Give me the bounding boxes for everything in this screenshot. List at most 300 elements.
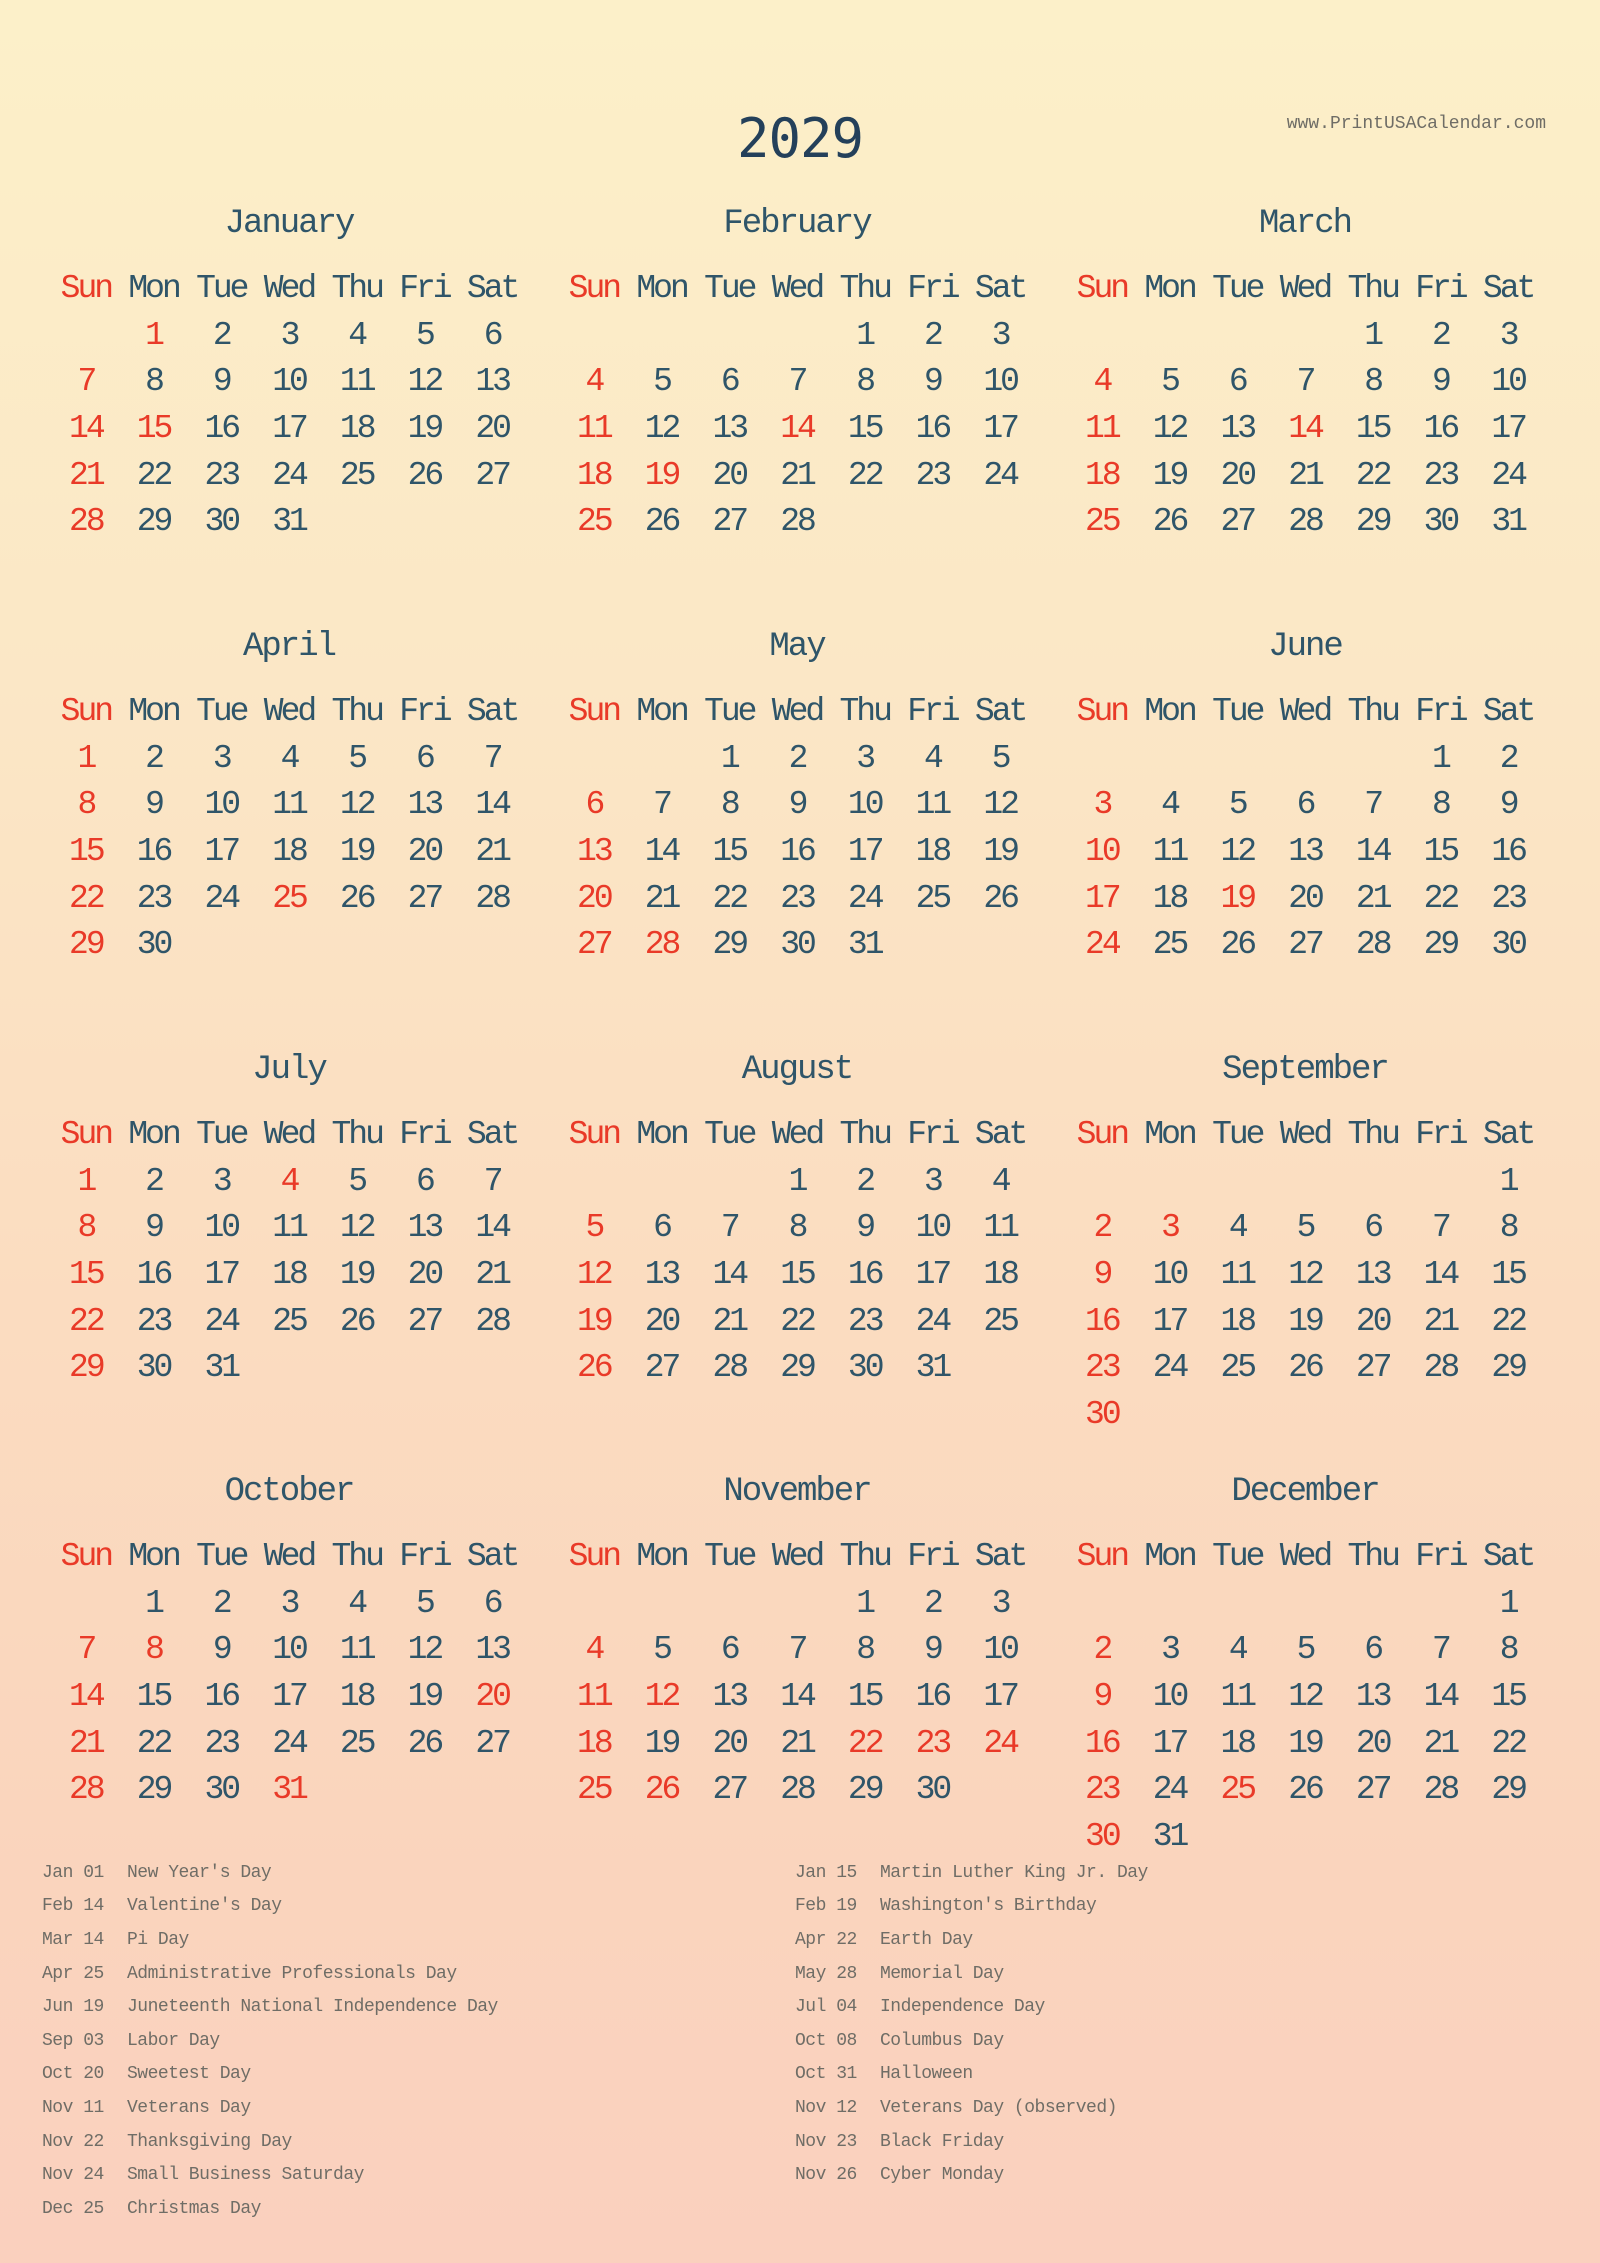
- empty-cell: [763, 1581, 831, 1628]
- date-cell: 25: [1220, 1771, 1255, 1809]
- holiday-name: Martin Luther King Jr. Day: [880, 1862, 1148, 1883]
- date-cell: 26: [1288, 1349, 1322, 1387]
- date-cell: 25: [272, 1302, 306, 1340]
- date-cell: 21: [69, 456, 103, 494]
- date-cell: 1: [720, 739, 738, 777]
- date-cell: 22: [847, 1724, 882, 1762]
- empty-cell: [560, 736, 628, 783]
- date-cell: 17: [204, 833, 239, 871]
- date-cell: 20: [577, 879, 611, 917]
- date-cell: 19: [339, 1256, 374, 1294]
- date-cell: 24: [204, 879, 239, 917]
- date-cell: 13: [407, 1209, 442, 1247]
- date-cell: 6: [1228, 363, 1246, 401]
- empty-cell: [1339, 736, 1407, 783]
- date-cell: 31: [1152, 1818, 1187, 1856]
- date-cell: 31: [915, 1349, 950, 1387]
- date-cell: 5: [348, 1162, 366, 1200]
- date-cell: 24: [983, 1724, 1017, 1762]
- date-cell: 17: [1152, 1302, 1187, 1340]
- date-cell: 13: [644, 1256, 679, 1294]
- holiday-date: May 28: [795, 1963, 857, 1984]
- empty-cell: [628, 736, 696, 783]
- holiday-row: [42, 1923, 498, 1957]
- date-cell: 4: [1228, 1209, 1246, 1247]
- date-cell: 23: [1491, 879, 1525, 917]
- weekday-label: Fri: [1415, 1538, 1466, 1575]
- weekday-label: Thu: [331, 1116, 382, 1153]
- date-cell: 4: [1228, 1631, 1246, 1669]
- date-cell: 7: [1296, 363, 1314, 401]
- holiday-date: Nov 24: [42, 2165, 104, 2186]
- date-cell: 27: [644, 1349, 679, 1387]
- date-cell: 1: [856, 316, 874, 354]
- date-cell: 7: [77, 363, 95, 401]
- weekday-label: Fri: [1415, 270, 1466, 307]
- date-cell: 30: [1491, 926, 1525, 964]
- weekday-label: Mon: [636, 693, 687, 730]
- date-cell: 1: [1432, 739, 1449, 777]
- date-cell: 7: [483, 1162, 501, 1200]
- holiday-name: Veterans Day: [127, 2097, 251, 2118]
- date-cell: 2: [1093, 1631, 1111, 1669]
- date-cell: 12: [1288, 1256, 1322, 1294]
- empty-cell: [628, 313, 696, 360]
- date-cell: 22: [1491, 1724, 1525, 1762]
- date-cell: 26: [407, 456, 442, 494]
- empty-cell: [52, 1581, 120, 1628]
- weekday-label: Mon: [1144, 1538, 1195, 1575]
- date-cell: 25: [577, 1771, 611, 1809]
- weekday-label: Sat: [974, 1116, 1026, 1153]
- weekday-label: Wed: [263, 693, 315, 730]
- date-cell: 16: [1423, 410, 1458, 448]
- empty-cell: [458, 499, 526, 546]
- date-cell: 16: [915, 1678, 950, 1716]
- date-cell: 30: [915, 1771, 950, 1809]
- date-cell: 20: [712, 1724, 747, 1762]
- holiday-name: Veterans Day (observed): [880, 2097, 1117, 2118]
- date-cell: 26: [1288, 1771, 1322, 1809]
- date-cell: 24: [272, 456, 306, 494]
- weekday-label: Thu: [839, 1538, 890, 1575]
- date-cell: 17: [1152, 1724, 1187, 1762]
- date-cell: 13: [712, 410, 747, 448]
- date-cell: 11: [339, 363, 374, 401]
- date-cell: 17: [1085, 879, 1119, 917]
- date-cell: 30: [204, 503, 239, 541]
- weekday-label: Sat: [974, 270, 1026, 307]
- date-cell: 4: [924, 739, 941, 777]
- date-cell: 18: [272, 1256, 306, 1294]
- date-cell: 3: [856, 739, 874, 777]
- date-cell: 5: [1296, 1209, 1314, 1247]
- date-cell: 30: [204, 1771, 239, 1809]
- date-cell: 13: [475, 363, 509, 401]
- date-cell: 26: [644, 1771, 679, 1809]
- date-cell: 26: [983, 879, 1017, 917]
- holiday-name: Thanksgiving Day: [127, 2131, 292, 2152]
- weekday-label: Fri: [907, 1538, 958, 1575]
- holiday-row: [42, 1957, 498, 1991]
- date-cell: 18: [1220, 1724, 1255, 1762]
- weekday-label: Tue: [704, 1116, 755, 1153]
- empty-cell: [1068, 736, 1136, 783]
- date-cell: 21: [475, 833, 509, 871]
- date-cell: 20: [407, 833, 442, 871]
- holiday-date: Feb 14: [42, 1896, 104, 1917]
- weekday-label: Wed: [1279, 693, 1331, 730]
- date-cell: 5: [653, 363, 670, 401]
- weekday-label: Wed: [771, 1116, 823, 1153]
- weekday-label: Thu: [1347, 1538, 1398, 1575]
- date-cell: 6: [416, 739, 433, 777]
- holiday-name: Black Friday: [880, 2131, 1004, 2152]
- date-cell: 21: [780, 1724, 814, 1762]
- date-cell: 6: [1364, 1209, 1382, 1247]
- website-url: www.PrintUSACalendar.com: [1286, 114, 1546, 134]
- date-cell: 26: [1152, 503, 1187, 541]
- weekday-label: Tue: [196, 270, 247, 307]
- date-cell: 15: [1355, 410, 1390, 448]
- holiday-date: Sep 03: [42, 2030, 104, 2051]
- date-cell: 7: [788, 363, 806, 401]
- date-cell: 16: [204, 1678, 239, 1716]
- weekday-label: Tue: [704, 270, 755, 307]
- date-cell: 2: [924, 316, 941, 354]
- date-cell: 13: [475, 1631, 509, 1669]
- date-cell: 25: [983, 1302, 1017, 1340]
- date-cell: 9: [212, 363, 230, 401]
- date-cell: 22: [780, 1302, 814, 1340]
- weekday-label: Sun: [1076, 693, 1128, 730]
- date-cell: 20: [644, 1302, 679, 1340]
- holiday-name: Cyber Monday: [880, 2165, 1004, 2186]
- date-cell: 1: [1499, 1162, 1517, 1200]
- date-cell: 18: [339, 410, 374, 448]
- date-cell: 2: [1093, 1209, 1111, 1247]
- date-cell: 13: [1220, 410, 1255, 448]
- date-cell: 26: [339, 879, 374, 917]
- date-cell: 16: [780, 833, 814, 871]
- holiday-name: Administrative Professionals Day: [127, 1963, 457, 1984]
- month-title: February: [723, 205, 871, 243]
- date-cell: 18: [1220, 1302, 1255, 1340]
- date-cell: 14: [644, 833, 679, 871]
- date-cell: 5: [348, 739, 366, 777]
- month-september: [1068, 1050, 1542, 1439]
- date-cell: 23: [1085, 1349, 1119, 1387]
- date-cell: 29: [69, 926, 103, 964]
- date-cell: 4: [585, 363, 603, 401]
- empty-cell: [560, 1581, 628, 1628]
- holiday-date: Oct 20: [42, 2064, 104, 2085]
- weekday-label: Tue: [196, 693, 247, 730]
- weekday-label: Tue: [1212, 1116, 1263, 1153]
- date-cell: 14: [1288, 410, 1322, 448]
- date-cell: 3: [1161, 1631, 1178, 1669]
- weekday-label: Sat: [1482, 1116, 1534, 1153]
- weekday-label: Mon: [1144, 1116, 1195, 1153]
- date-cell: 12: [1152, 410, 1187, 448]
- empty-cell: [1136, 1159, 1204, 1206]
- month-title: September: [1222, 1051, 1388, 1089]
- date-cell: 7: [77, 1631, 95, 1669]
- date-cell: 9: [788, 786, 806, 824]
- date-cell: 12: [407, 363, 442, 401]
- empty-cell: [1407, 1814, 1475, 1861]
- date-cell: 25: [1152, 926, 1187, 964]
- holiday-row: [795, 2024, 1148, 2058]
- weekday-label: Mon: [128, 270, 179, 307]
- weekday-label: Sun: [60, 1538, 112, 1575]
- date-cell: 30: [1085, 1818, 1119, 1856]
- date-cell: 27: [712, 1771, 747, 1809]
- empty-cell: [966, 1345, 1034, 1392]
- holiday-row: [795, 2158, 1148, 2192]
- date-cell: 29: [1423, 926, 1458, 964]
- date-cell: 19: [644, 1724, 679, 1762]
- holiday-date: Nov 22: [42, 2131, 104, 2152]
- date-cell: 26: [407, 1724, 442, 1762]
- month-title: January: [224, 205, 354, 243]
- empty-cell: [1271, 1392, 1339, 1439]
- empty-cell: [1407, 1159, 1475, 1206]
- weekday-label: Sat: [466, 270, 518, 307]
- date-cell: 16: [1085, 1302, 1119, 1340]
- weekday-label: Mon: [636, 1538, 687, 1575]
- date-cell: 15: [69, 1256, 103, 1294]
- date-cell: 21: [1423, 1302, 1458, 1340]
- date-cell: 12: [339, 786, 374, 824]
- date-cell: 9: [856, 1209, 874, 1247]
- date-cell: 5: [991, 739, 1009, 777]
- date-cell: 27: [1288, 926, 1322, 964]
- date-cell: 9: [1093, 1678, 1111, 1716]
- date-cell: 1: [145, 1584, 162, 1622]
- date-cell: 25: [272, 879, 306, 917]
- date-cell: 18: [1152, 879, 1187, 917]
- date-cell: 24: [272, 1724, 306, 1762]
- date-cell: 21: [712, 1302, 747, 1340]
- date-cell: 28: [475, 1302, 509, 1340]
- date-cell: 8: [1432, 786, 1449, 824]
- date-cell: 20: [475, 410, 509, 448]
- date-cell: 8: [145, 1631, 162, 1669]
- date-cell: 12: [407, 1631, 442, 1669]
- holiday-name: Halloween: [880, 2064, 973, 2085]
- date-cell: 28: [644, 926, 679, 964]
- holiday-date: Jan 15: [795, 1862, 857, 1883]
- date-cell: 9: [924, 1631, 941, 1669]
- date-cell: 21: [1355, 879, 1390, 917]
- date-cell: 22: [136, 1724, 171, 1762]
- day-grid: [560, 1112, 1034, 1392]
- date-cell: 30: [847, 1349, 882, 1387]
- date-cell: 20: [712, 456, 747, 494]
- date-cell: 1: [856, 1584, 874, 1622]
- empty-cell: [628, 1159, 696, 1206]
- day-grid: [52, 266, 526, 546]
- date-cell: 30: [1085, 1396, 1119, 1434]
- weekday-label: Thu: [331, 693, 382, 730]
- date-cell: 6: [416, 1162, 433, 1200]
- date-cell: 23: [136, 879, 171, 917]
- holiday-name: Christmas Day: [127, 2198, 261, 2219]
- date-cell: 3: [1499, 316, 1517, 354]
- date-cell: 10: [1491, 363, 1525, 401]
- weekday-label: Mon: [128, 1538, 179, 1575]
- date-cell: 29: [69, 1349, 103, 1387]
- date-cell: 27: [1355, 1349, 1390, 1387]
- weekday-label: Tue: [1212, 270, 1263, 307]
- holiday-row: [42, 2158, 498, 2192]
- date-cell: 9: [1499, 786, 1517, 824]
- empty-cell: [458, 1767, 526, 1814]
- date-cell: 23: [136, 1302, 171, 1340]
- date-cell: 8: [856, 363, 874, 401]
- date-cell: 8: [77, 1209, 95, 1247]
- date-cell: 3: [212, 739, 230, 777]
- month-january: [52, 204, 526, 546]
- date-cell: 23: [915, 456, 950, 494]
- date-cell: 16: [915, 410, 950, 448]
- date-cell: 1: [145, 316, 162, 354]
- empty-cell: [391, 499, 459, 546]
- weekday-label: Sat: [466, 1538, 518, 1575]
- date-cell: 27: [407, 879, 442, 917]
- date-cell: 10: [847, 786, 882, 824]
- date-cell: 19: [407, 410, 442, 448]
- date-cell: 27: [475, 1724, 509, 1762]
- date-cell: 8: [856, 1631, 874, 1669]
- month-april: [52, 627, 526, 969]
- year-title: 2029: [736, 107, 864, 170]
- date-cell: 7: [653, 786, 670, 824]
- date-cell: 25: [577, 503, 611, 541]
- holiday-name: Juneteenth National Independence Day: [127, 1997, 498, 2018]
- date-cell: 19: [1220, 879, 1255, 917]
- date-cell: 21: [69, 1724, 103, 1762]
- date-cell: 13: [712, 1678, 747, 1716]
- holiday-date: Jun 19: [42, 1997, 104, 2018]
- holiday-row: [795, 1990, 1148, 2024]
- weekday-label: Thu: [839, 693, 890, 730]
- date-cell: 8: [1499, 1631, 1517, 1669]
- empty-cell: [323, 499, 391, 546]
- weekday-label: Wed: [1279, 270, 1331, 307]
- date-cell: 28: [69, 1771, 103, 1809]
- empty-cell: [560, 1159, 628, 1206]
- date-cell: 8: [788, 1209, 806, 1247]
- date-cell: 4: [1093, 363, 1111, 401]
- date-cell: 2: [212, 1584, 230, 1622]
- date-cell: 3: [1093, 786, 1111, 824]
- date-cell: 3: [924, 1162, 941, 1200]
- date-cell: 10: [1152, 1256, 1187, 1294]
- holiday-date: Jan 01: [42, 1862, 104, 1883]
- month-title: August: [741, 1051, 853, 1089]
- empty-cell: [1136, 313, 1204, 360]
- date-cell: 31: [272, 1771, 306, 1809]
- month-july: [52, 1050, 526, 1392]
- date-cell: 10: [204, 786, 239, 824]
- date-cell: 14: [475, 786, 509, 824]
- empty-cell: [695, 1581, 763, 1628]
- date-cell: 20: [1220, 456, 1255, 494]
- day-grid: [1068, 1112, 1542, 1439]
- date-cell: 14: [780, 1678, 814, 1716]
- month-february: [560, 204, 1034, 546]
- date-cell: 2: [212, 316, 230, 354]
- date-cell: 25: [915, 879, 950, 917]
- date-cell: 28: [1423, 1349, 1458, 1387]
- date-cell: 28: [1423, 1771, 1458, 1809]
- empty-cell: [458, 1345, 526, 1392]
- holiday-row: [42, 1890, 498, 1924]
- date-cell: 13: [1355, 1678, 1390, 1716]
- date-cell: 29: [1491, 1771, 1525, 1809]
- date-cell: 3: [991, 316, 1009, 354]
- date-cell: 22: [712, 879, 747, 917]
- empty-cell: [255, 922, 323, 969]
- day-grid: [1068, 1534, 1542, 1861]
- date-cell: 5: [1228, 786, 1246, 824]
- date-cell: 10: [983, 1631, 1017, 1669]
- date-cell: 3: [991, 1584, 1009, 1622]
- date-cell: 14: [69, 1678, 103, 1716]
- date-cell: 11: [1152, 833, 1187, 871]
- weekday-label: Sun: [60, 693, 112, 730]
- empty-cell: [1339, 1392, 1407, 1439]
- empty-cell: [187, 922, 255, 969]
- date-cell: 20: [475, 1678, 509, 1716]
- holiday-row: [42, 2058, 498, 2092]
- empty-cell: [966, 1767, 1034, 1814]
- date-cell: 3: [280, 1584, 298, 1622]
- empty-cell: [323, 922, 391, 969]
- empty-cell: [1271, 1581, 1339, 1628]
- day-grid: [52, 1112, 526, 1392]
- date-cell: 15: [136, 410, 171, 448]
- date-cell: 17: [1491, 410, 1525, 448]
- date-cell: 28: [475, 879, 509, 917]
- date-cell: 4: [280, 739, 298, 777]
- weekday-label: Sun: [568, 1538, 620, 1575]
- holiday-row: [795, 2058, 1148, 2092]
- month-title: July: [252, 1051, 326, 1089]
- date-cell: 7: [720, 1209, 738, 1247]
- date-cell: 27: [1220, 503, 1255, 541]
- holiday-name: Earth Day: [880, 1929, 973, 1950]
- date-cell: 17: [915, 1256, 950, 1294]
- weekday-label: Sat: [466, 693, 518, 730]
- holiday-date: Nov 26: [795, 2165, 857, 2186]
- date-cell: 15: [69, 833, 103, 871]
- date-cell: 7: [1432, 1209, 1449, 1247]
- date-cell: 3: [280, 316, 298, 354]
- date-cell: 22: [69, 1302, 103, 1340]
- date-cell: 14: [69, 410, 103, 448]
- date-cell: 10: [1085, 833, 1119, 871]
- weekday-label: Sat: [466, 1116, 518, 1153]
- empty-cell: [695, 313, 763, 360]
- date-cell: 22: [136, 456, 171, 494]
- month-title: March: [1258, 205, 1352, 243]
- empty-cell: [1339, 1159, 1407, 1206]
- date-cell: 4: [991, 1162, 1009, 1200]
- date-cell: 21: [1288, 456, 1322, 494]
